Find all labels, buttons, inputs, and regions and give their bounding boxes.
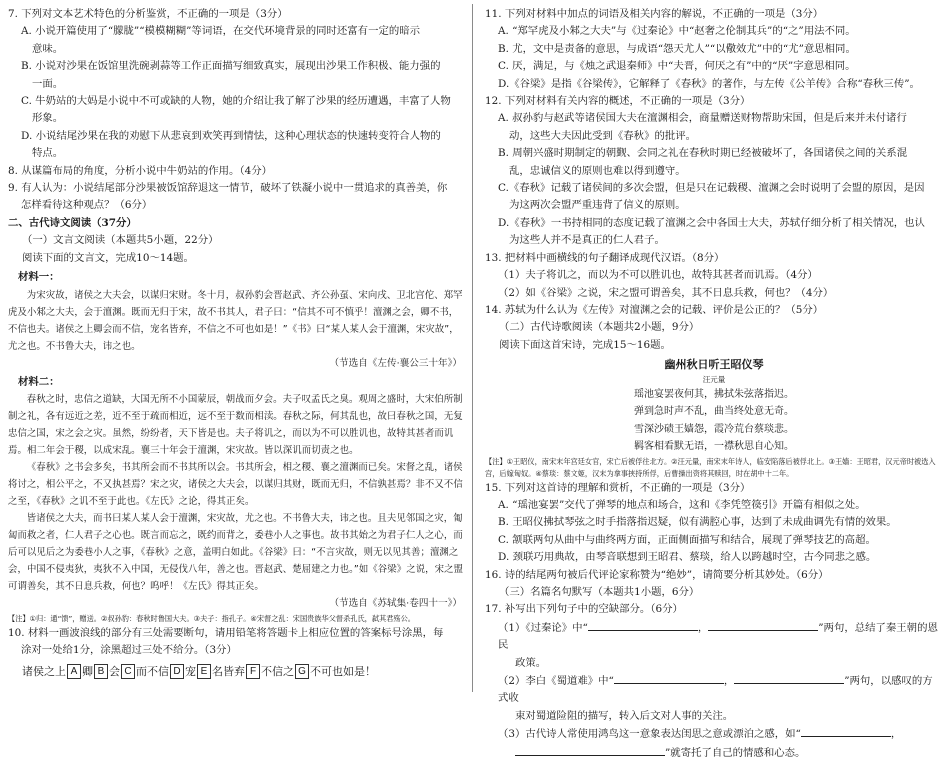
q12-option-d: D.《春秋》一书持相同的态度记载了澶渊之会中各国士大夫，苏轼仔细分析了相关情况，也认: [498, 216, 925, 229]
question-16: 16. 诗的结尾两句被后代评论家称赞为“绝妙”，请简要分析其妙处。（6分）: [485, 568, 829, 581]
q11-option-c: C. 厌，满足，与《烛之武退秦师》中“夫晋，何厌之有”中的“厌”字意思相同。: [498, 60, 856, 73]
q17-3-suffix: ”就寄托了自己的情感和心态。: [665, 746, 806, 759]
q10-box-f[interactable]: F: [246, 664, 260, 679]
q17-3-prefix: （3）古代诗人常使用鸿鸟这一意象表达闺思之意或漂泊之感，如“: [498, 728, 801, 741]
q7-option-b: B. 小说对沙果在饭馆里洗碗剥蒜等工作正面描写细致真实，展现出沙果工作积极、能力强的: [21, 60, 441, 73]
material-2-title: 材料二：: [18, 375, 60, 388]
q17-2-suffix: ”两句，以感叹的方式收: [498, 675, 933, 705]
q12-option-a: A. 叔孙豹与赵武等诸侯国大夫在澶渊相会，商量赠送财物帮助宋国，但是后来并未付诸行: [498, 112, 907, 125]
q7-option-a: A. 小说开篇使用了“朦胧”“模模糊糊”等词语，在交代环境背景的同时还富有一定的暗示: [21, 25, 421, 38]
q17-3-blank-b[interactable]: [515, 744, 665, 756]
question-12-stem: 12. 下列对材料有关内容的概述，不正确的一项是（3分）: [485, 95, 751, 108]
question-9-cont: 怎样看待这种观点？（6分）: [21, 199, 153, 212]
question-9: 9. 有人认为：小说结尾部分沙果被饭馆辞退这一情节，破坏了铁凝小说中一贯追求的真善美，你: [8, 182, 448, 195]
question-11-stem: 11. 下列对材料中加点的词语及相关内容的解说，不正确的一项是（3分）: [485, 8, 824, 20]
q13-item-1: （1）夫子将讥之，而以为不可以胜讥也，故特其甚者而讥焉。（4分）: [498, 269, 818, 282]
q7-option-d: D. 小说结尾沙果在我的劝慰下从悲哀到欢笑再到情怯，这种心理状态的快速转变符合人物的: [21, 129, 441, 142]
q11-option-d: D.《谷梁》是指《谷梁传》，它解释了《春秋》的著作，与左传《公羊传》合称“春秋三传”。: [498, 77, 920, 90]
question-7-stem: 7. 下列对文本艺术特色的分析鉴赏，不正确的一项是（3分）: [8, 8, 288, 20]
q10-seg-3: 而不信: [136, 664, 169, 678]
q7-option-c: C. 牛奶站的大妈是小说中不可或缺的人物，她的介绍让我了解了沙果的经历遭遇，丰富了人物: [21, 95, 451, 108]
q17-item-3-cont: [485, 744, 943, 762]
q12-option-a-cont: 动，这些大夫因此受到《春秋》的批评。: [509, 129, 697, 142]
q10-box-b[interactable]: B: [94, 664, 108, 679]
poem-author: 汪元量: [702, 374, 726, 384]
question-8: 8. 从谋篇布局的角度，分析小说中牛奶站的作用。（4分）: [8, 164, 272, 177]
right-column: [485, 6, 943, 762]
q17-item-3: [485, 725, 943, 743]
q10-sentence-boxes: [8, 662, 466, 681]
q17-item-1-cont: 政策。: [515, 656, 547, 669]
right-annotation-note: 【注】①王昭仪，南宋末年宫廷女官，宋亡后被俘往北方。②汪元量，南宋末年诗人，临安陷落后被俘北上。③王嫱：王昭君，汉元帝时被选入宫，后嫁匈奴。④蔡琰：蔡文姬，汉末为拿事挟持所俘，后曹操出资将其赎回，时在胡中十二年。: [485, 456, 936, 478]
q7-option-d-cont: 特点。: [32, 147, 64, 160]
q15-option-c: C. 颔联两句从曲中与曲终两方面，正面侧面描写和结合，展现了弹琴技艺的高超。: [498, 533, 876, 546]
poem-line-4: 羁客相看默无语，一襟秋思自心知。: [634, 441, 794, 453]
q17-item-2-cont: 束对蜀道险阻的描写，转入后文对人事的关注。: [515, 709, 734, 722]
q17-1-blank-a[interactable]: [588, 619, 698, 631]
q17-1-sep: ，: [697, 621, 709, 634]
subsection-1-instruction: 阅读下面的文言文，完成10～14题。: [22, 251, 194, 264]
q17-1-blank-b[interactable]: [708, 619, 818, 631]
q10-seg-0: 诸侯之上: [22, 664, 66, 678]
q17-2-blank-b[interactable]: [734, 672, 844, 684]
q10-seg-7: 不可也如是！: [310, 664, 376, 678]
q10-box-c[interactable]: C: [121, 664, 135, 679]
q12-option-c-cont: 为这两次会盟严重违背了信义的原则。: [509, 199, 686, 212]
q7-option-a-cont: 意味。: [32, 42, 64, 55]
subsection-3-heading: （三）名篇名句默写（本题共1小题，6分）: [499, 585, 700, 598]
q17-1-suffix: ”两句，总结了秦王朝的恩民: [498, 621, 938, 652]
q11-option-b: B. 尤，文中是责备的意思，与成语“怨天尤人”“以儆效尤”中的“尤”意思相同。: [498, 42, 856, 55]
question-14: 14. 苏轼为什么认为《左传》对澶渊之会的记载、评价是公正的？（5分）: [485, 303, 824, 316]
q17-item-1: [485, 619, 943, 655]
poem-line-1: 瑶池宴罢夜何其，拂拭朱弦落指迟。: [634, 388, 794, 400]
q10-box-a[interactable]: A: [67, 664, 81, 679]
q10-box-d[interactable]: D: [170, 664, 184, 679]
q10-seg-5: 名皆弃: [212, 664, 245, 678]
q10-box-g[interactable]: G: [295, 664, 309, 679]
material-1-source: （节选自《左传·襄公三十年》）: [329, 357, 462, 369]
q17-3-sep: ，: [890, 728, 902, 741]
material-2-paragraph-1: 春秋之时，忠信之道缺，大国无所不小国蒙辰，朝战而夕会。夫子叹孟氏之臭。观周之盛时，大宋伯所制制之礼，各有远近之差，近不至于疏而相近，远不至于数而相渎。春秋之际，何其乱也，故曰春秋之国，无复忠信之国，宋之会之灾。虽然，纷纷者，天下皆是也。夫子将讥之，而以为不可以胜讥也，故特其甚者而讥焉。相二年会于稷，以成宋乱。襄三十年会于澶渊，宋灾故。皆以深讥而切责之也。: [8, 394, 463, 457]
q15-option-a: A. “瑶池宴罢”交代了弹琴的地点和场合，这和《李凭箜篌引》开篇有相似之处。: [498, 498, 866, 511]
left-column: [8, 6, 466, 681]
q15-option-d: D. 颈联巧用典故，由琴音联想到王昭君、蔡琰，给人以跨越时空，古今同悲之感。: [498, 551, 877, 564]
question-17-stem: 17. 补写出下列句子中的空缺部分。（6分）: [485, 603, 683, 616]
material-2-paragraph-2: 《春秋》之书会多矣，书其所会而不书其所以会。书其所会，相之稷、襄之澶渊而已矣。宋督之乱，诸侯将讨之，相公平之，不又执甚焉？宋之灾，诸侯之大夫会，以谋归其财，既而无归，不信孰甚焉？非不又不信之至，《春秋》之讥不至于此也。《左氏》之论，得其正矣。: [8, 462, 463, 508]
q17-2-prefix: （2）李白《蜀道难》中“: [498, 675, 614, 687]
poem-line-3: 雪深沙碛王嫱怨，霞冷荒台蔡琰悲。: [634, 423, 794, 435]
q10-seg-6: 不信之: [261, 664, 294, 678]
material-1-text: 为宋灾故，诸侯之大夫会，以谋归宋财。冬十月，叔孙豹会晋赵武、齐公孙虿、宋向戌、卫北宫佗、郑罕虎及小邾之大夫，会于澶渊。既而无归于宋，故不书其人，君子曰：“信其不可不慎乎！澶渊之会，卿不书，不信也夫。诸侯之上卿会而不信，宠名皆弃，不信之不可也如是！”《书》曰“某人某人会于澶渊，宋灾故”，尤之也。不书鲁大夫，讳之也。: [8, 289, 463, 352]
q15-option-b: B. 王昭仪拂拭琴弦之时手指落指迟疑，似有满腔心事，达到了未成曲调先有情的效果。: [498, 516, 897, 529]
q10-seg-4: 宠: [185, 664, 196, 678]
subsection-1-heading: （一）文言文阅读（本题共5小题，22分）: [22, 234, 219, 247]
material-2-source: （节选自《苏轼集·卷四十一》）: [329, 598, 462, 610]
question-13-stem: 13. 把材料中画横线的句子翻译成现代汉语。（8分）: [485, 251, 725, 264]
question-10-cont: 涂对一处给1分，涂黑超过三处不给分。（3分）: [21, 644, 237, 657]
q12-option-d-cont: 为这些人并不是真正的仁人君子。: [509, 234, 665, 247]
subsection-2-heading: （二）古代诗歌阅读（本题共2小题，9分）: [499, 321, 700, 334]
q11-option-a: A. “郑罕虎及小邾之大夫”与《过秦论》中“赵奢之伦制其兵”的“之”用法不同。: [498, 25, 856, 38]
q10-box-e[interactable]: E: [197, 664, 211, 679]
q13-item-2: （2）如《谷梁》之说，宋之盟可谓善矣，其不日息兵救，何也？（4分）: [498, 286, 834, 299]
q17-item-2: [485, 672, 943, 708]
q7-option-c-cont: 形象。: [32, 112, 64, 125]
q7-option-b-cont: 一面。: [32, 77, 64, 90]
q17-2-blank-a[interactable]: [614, 672, 724, 684]
q17-1-prefix: （1）《过秦论》中“: [498, 621, 588, 634]
poem-line-2: 弹到急时声不乱，曲当终处意无奇。: [634, 406, 794, 418]
left-annotation-note: 【注】①归：通“馈”，赠送。②叔孙豹：春秋时鲁国大夫。③夫子：指孔子。④宋督之乱：宋国贵族华父督杀孔氏，弑其君殇公。: [8, 613, 415, 623]
material-2-paragraph-3: 皆诸侯之大夫，而书曰某人某人会于澶渊，宋灾故，尤之也。不书鲁大夫，讳之也。且夫见邻国之灾，匍匐而救之者，仁人君子之心也。既言而忘之，既约而背之，委巷小人之事也。故书其始之为君子仁人之心，而后可以见后之为委巷小人之事，《春秋》之意，盖明白如此。《谷梁》曰：“不言灾故，则无以见其善；澶渊之会，中国不侵夷狄，夷狄不入中国，无侵伐八年，善之也。晋赵武、楚屈建之力也。”如《谷梁》之说，宋之盟可谓善矣，其不日息兵救，何也？呜呼！《左氏》得其正矣。: [8, 513, 464, 593]
question-15-stem: 15. 下列对这首诗的理解和赏析，不正确的一项是（3分）: [485, 481, 751, 494]
section-2-heading: 二、古代诗文阅读（37分）: [8, 216, 137, 229]
q12-option-b: B. 周朝兴盛时期制定的朝觐、会同之礼在春秋时期已经被破坏了，各国诸侯之间的关系混: [498, 147, 908, 160]
poem-title: 幽州秋日听王昭仪琴: [664, 358, 764, 372]
material-1-title: 材料一：: [18, 271, 60, 284]
q12-option-b-cont: 乱，忠诚信义的原则也难以得到遵守。: [509, 164, 686, 177]
subsection-2-instruction: 阅读下面这首宋诗，完成15～16题。: [499, 338, 671, 351]
question-10: 10. 材料一画波浪线的部分有三处需要断句，请用铅笔将答题卡上相应位置的答案标号涂黑，每: [8, 626, 444, 639]
q10-seg-1: 卿: [82, 664, 93, 678]
q17-3-blank-a[interactable]: [801, 725, 891, 737]
q10-seg-2: 会: [109, 664, 120, 678]
q17-2-sep: ，: [723, 675, 735, 687]
column-divider: [472, 4, 473, 692]
q12-option-c: C.《春秋》记载了诸侯间的多次会盟，但是只在记载稷、澶渊之会时说明了会盟的原因，是因: [498, 182, 925, 195]
